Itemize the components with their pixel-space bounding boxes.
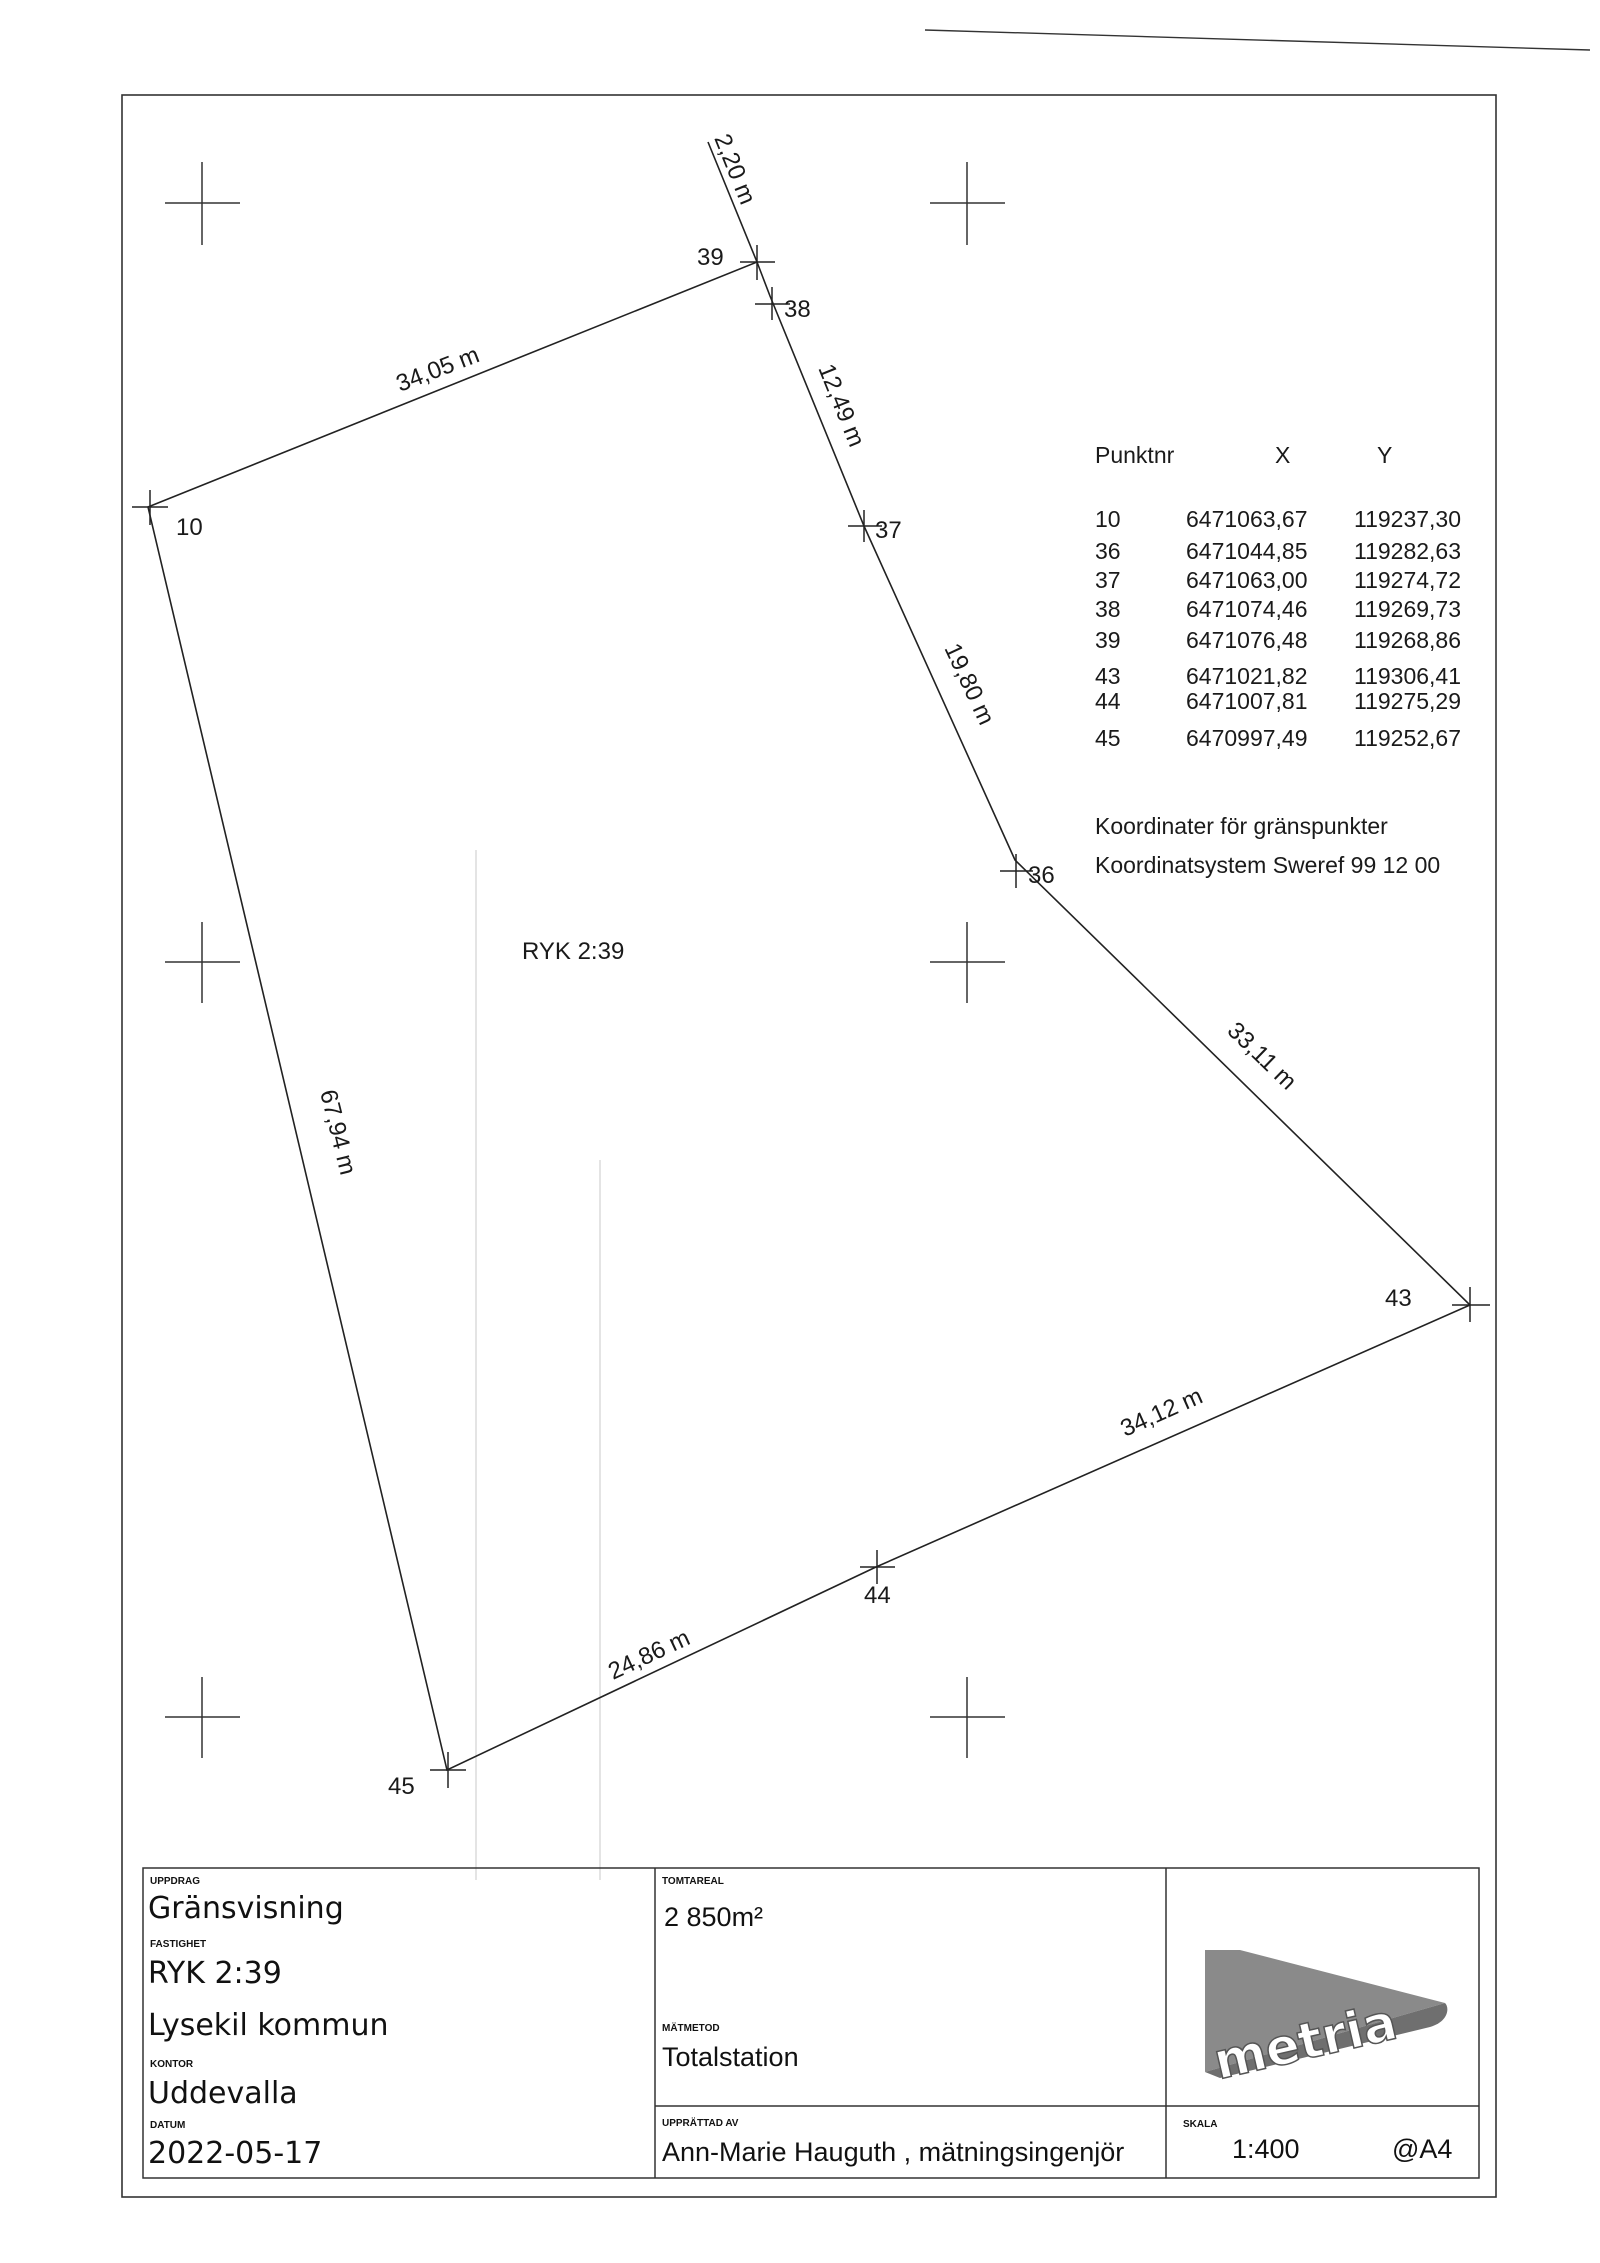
- segment-length-37-36: 19,80 m: [938, 639, 1000, 730]
- table-cell: 37: [1095, 567, 1121, 593]
- upprattad-label: UPPRÄTTAD AV: [662, 2118, 739, 2129]
- table-cell: 36: [1095, 538, 1121, 564]
- matmetod-label: MÄTMETOD: [662, 2023, 720, 2034]
- table-cell: 119252,67: [1354, 725, 1462, 751]
- point-label-36: 36: [1028, 862, 1055, 889]
- table-cell: 119237,30: [1354, 506, 1462, 532]
- table-header-punktnr: Punktnr: [1095, 442, 1175, 468]
- tomtareal-value: 2 850m²: [664, 1902, 764, 1932]
- table-header-y: Y: [1377, 442, 1393, 468]
- top-rule: [925, 30, 1590, 50]
- table-cell: 6471074,46: [1186, 596, 1308, 622]
- uppdrag-value: Gränsvisning: [148, 1891, 344, 1926]
- table-cell: 6471007,81: [1186, 688, 1308, 714]
- uppdrag-label: UPPDRAG: [150, 1876, 201, 1887]
- table-cell: 6471076,48: [1186, 627, 1308, 653]
- matmetod-value: Totalstation: [662, 2042, 799, 2072]
- point-label-37: 37: [875, 517, 902, 544]
- fastighet-value: RYK 2:39: [148, 1956, 282, 1991]
- table-cell: 6470997,49: [1186, 725, 1308, 751]
- segment-length-44-45: 24,86 m: [604, 1624, 695, 1686]
- point-markers: [132, 245, 1490, 1788]
- point-label-39: 39: [697, 244, 724, 271]
- table-cell: 6471063,00: [1186, 567, 1308, 593]
- datum-label: DATUM: [150, 2120, 186, 2131]
- point-label-10: 10: [176, 514, 203, 541]
- parcel-label: RYK 2:39: [522, 938, 625, 965]
- table-cell: 6471044,85: [1186, 538, 1308, 564]
- metria-logo: [1205, 1950, 1447, 2091]
- table-cell: 6471063,67: [1186, 506, 1308, 532]
- point-marker-44: [860, 1550, 895, 1584]
- fastighet-label: FASTIGHET: [150, 1939, 207, 1950]
- segment-length-39-38: 2,20 m: [708, 130, 761, 209]
- datum-value: 2022-05-17: [148, 2136, 323, 2171]
- skala-label: SKALA: [1183, 2119, 1218, 2130]
- table-cell: 119275,29: [1354, 688, 1462, 714]
- coordinate-note-1: Koordinater för gränspunkter: [1095, 813, 1388, 839]
- grid-cross: [930, 162, 1005, 245]
- kontor-label: KONTOR: [150, 2059, 194, 2070]
- table-cell: 119268,86: [1354, 627, 1462, 653]
- tomtareal-label: TOMTAREAL: [662, 1876, 724, 1887]
- table-cell: 119274,72: [1354, 567, 1462, 593]
- coordinate-table: [1095, 442, 1461, 878]
- point-marker-10: [132, 490, 168, 525]
- skala-value: 1:400: [1232, 2134, 1300, 2164]
- point-label-45: 45: [388, 1773, 415, 1800]
- point-label-43: 43: [1385, 1285, 1412, 1312]
- table-cell: 44: [1095, 688, 1121, 714]
- grid-cross: [930, 1677, 1005, 1758]
- table-cell: 6471021,82: [1186, 663, 1308, 689]
- segment-length-10-39: 34,05 m: [392, 341, 484, 398]
- segment-length-36-43: 33,11 m: [1221, 1016, 1302, 1096]
- segment-length-38-37: 12,49 m: [812, 360, 870, 451]
- table-cell: 119306,41: [1354, 663, 1462, 689]
- table-cell: 38: [1095, 596, 1121, 622]
- table-cell: 39: [1095, 627, 1121, 653]
- kontor-value: Uddevalla: [148, 2076, 298, 2111]
- table-header-x: X: [1275, 442, 1291, 468]
- upprattad-value: Ann-Marie Hauguth , mätningsingenjör: [662, 2137, 1125, 2167]
- segment-length-43-44: 34,12 m: [1116, 1382, 1207, 1443]
- property-boundary: [148, 262, 1470, 1770]
- table-cell: 119282,63: [1354, 538, 1462, 564]
- table-cell: 43: [1095, 663, 1121, 689]
- format-value: @A4: [1392, 2134, 1453, 2164]
- table-cell: 10: [1095, 506, 1121, 532]
- point-marker-39: [740, 245, 775, 280]
- table-cell: 45: [1095, 725, 1121, 751]
- point-label-38: 38: [784, 296, 811, 323]
- title-block: [143, 1868, 1479, 2178]
- grid-cross: [165, 1677, 240, 1758]
- table-cell: 119269,73: [1354, 596, 1462, 622]
- segment-length-45-10: 67,94 m: [314, 1086, 362, 1178]
- point-marker-45: [430, 1752, 466, 1788]
- kommun-value: Lysekil kommun: [148, 2008, 389, 2043]
- grid-cross: [165, 922, 240, 1003]
- grid-cross: [165, 162, 240, 245]
- point-label-44: 44: [864, 1582, 891, 1609]
- coordinate-note-2: Koordinatsystem Sweref 99 12 00: [1095, 852, 1441, 878]
- metria-logo-text: metria: [1208, 1992, 1403, 2091]
- grid-cross: [930, 922, 1005, 1003]
